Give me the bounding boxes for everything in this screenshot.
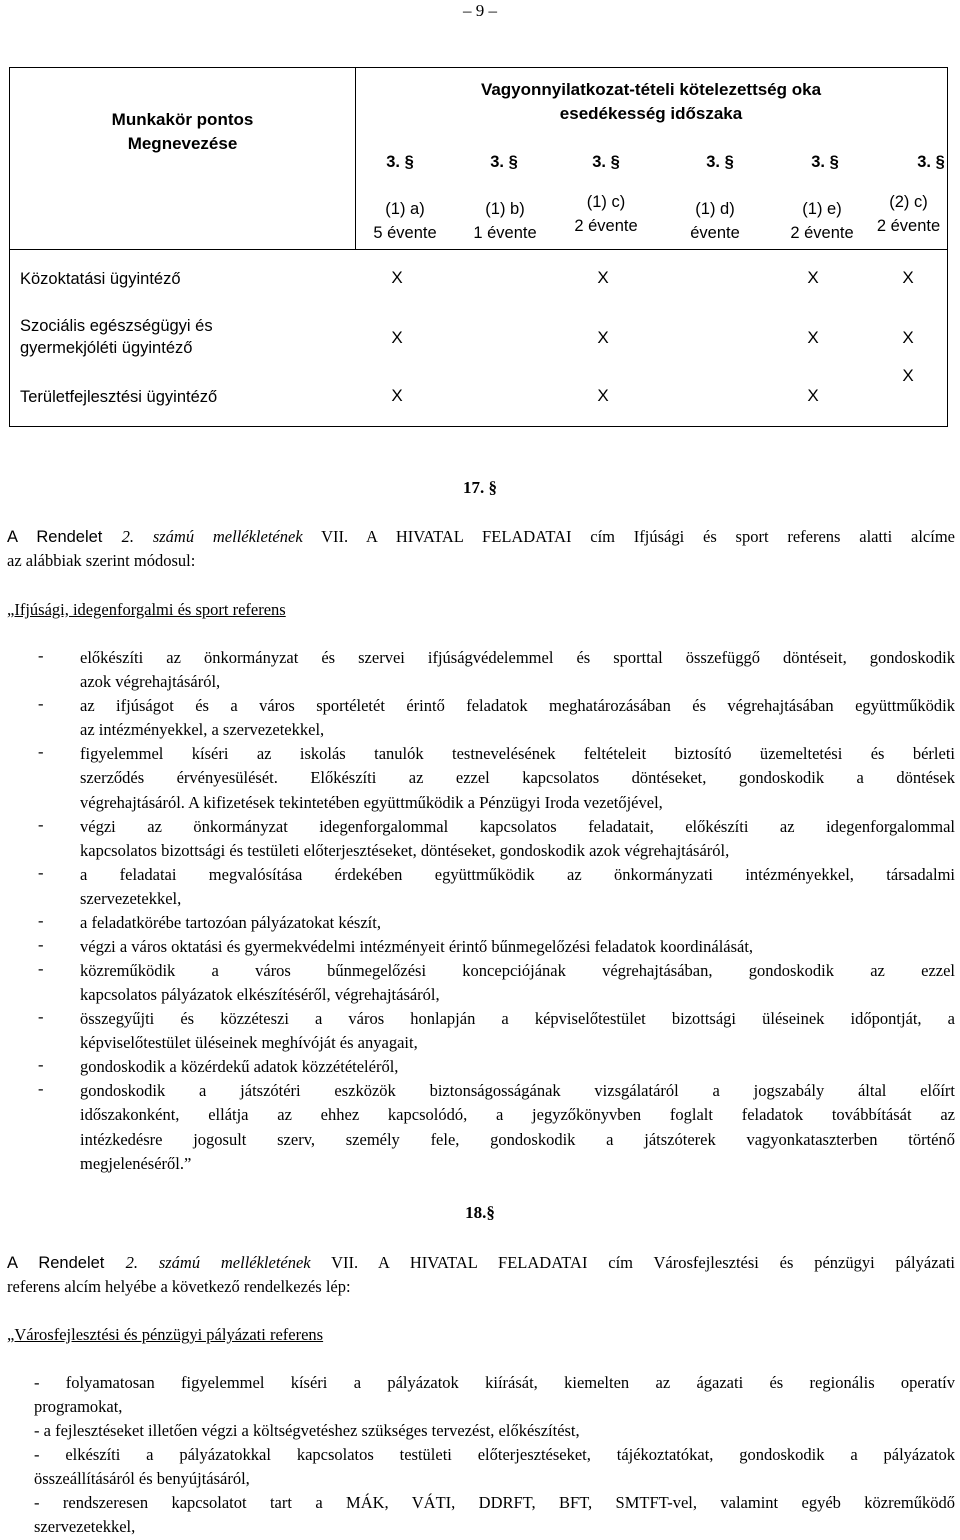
list-item-line: összegyűjti és közzéteszi a város honlapján a képviselőtestület bizottsági üléseinek időpontját, a <box>80 1009 955 1028</box>
list-item-line: szervezetekkel, <box>34 1517 136 1537</box>
row-mark: X <box>597 386 609 405</box>
row-mark: X <box>902 328 914 347</box>
row-label: Területfejlesztési ügyintéző <box>20 388 218 406</box>
section-18-subtitle: „Városfejlesztési és pénzügyi pályázati referens <box>7 1325 324 1344</box>
col-section: 3. § <box>386 153 414 171</box>
col-header: (1) a) 5 évente <box>373 200 437 242</box>
col-header: (1) c) 2 évente <box>574 193 638 235</box>
row-mark: X <box>391 386 403 405</box>
row-mark: X <box>807 386 819 405</box>
list-item-line: előkészíti az önkormányzat és szervei ifjúságvédelemmel és sporttal összefüggő döntéseit, gondoskodik <box>80 648 955 667</box>
page-number: – 9 – <box>463 1 497 20</box>
list-item-line: az intézményekkel, a szervezetekkel, <box>80 720 325 740</box>
list-item-line: közreműködik a város bűnmegelőzési koncepciójának végrehajtásában, gondoskodik az ezzel <box>80 961 955 980</box>
section-18-heading: 18.§ <box>465 1203 495 1222</box>
list-item-line: figyelemmel kíséri az iskolás tanulók testnevelésének feltételeit biztosító üzemeltetési és bérleti <box>80 744 955 763</box>
list-item-line: képviselőtestület üléseinek meghívóját és anyagait, <box>80 1033 418 1053</box>
col-header: (1) e) 2 évente <box>790 200 854 242</box>
header-reason <box>355 78 947 126</box>
row-mark: X <box>391 268 403 287</box>
list-item-line: azok végrehajtásáról, <box>80 672 221 692</box>
list-item-line: összeállításáról és benyújtásáról, <box>34 1469 250 1489</box>
list-item-line: - elkészíti a pályázatokkal kapcsolatos testületi előterjesztéseket, tájékoztatókat, gondoskodik a pályázatok <box>34 1445 955 1464</box>
list-bullet: - <box>38 815 44 834</box>
list-item-line: időszakonként, ellátja az ehhez kapcsolódó, a jegyzőkönyvben foglalt feladatok továbbítását az <box>80 1105 955 1125</box>
table-divider <box>10 249 947 250</box>
list-bullet: - <box>38 742 44 761</box>
list-bullet: - <box>38 911 44 930</box>
section-17-intro: A Rendelet 2. számú mellékletének VII. A HIVATAL FELADATAI cím Ifjúsági és sport referens alatti alcíme <box>7 527 955 546</box>
col-section: 3. § <box>917 153 945 171</box>
list-item-line: kapcsolatos bizottsági és testületi előterjesztéseket, döntéseket, gondoskodik azok végrehajtásáról, <box>80 841 730 861</box>
section-18-intro: A Rendelet 2. számú mellékletének VII. A HIVATAL FELADATAI cím Városfejlesztési és pénzügyi pályázati <box>7 1253 956 1272</box>
header-reason-line2: esedékesség időszaka <box>559 104 743 123</box>
list-bullet: - <box>38 863 44 882</box>
row-mark: X <box>807 268 819 287</box>
section-17-heading: 17. § <box>463 478 497 497</box>
list-item-line: végrehajtásáról. A kifizetések tekintetében együttműködik a Pénzügyi Iroda vezetőjével, <box>80 792 663 812</box>
list-item-line: megjelenéséről.” <box>80 1153 192 1173</box>
list-item-line: szervezetekkel, <box>80 889 182 909</box>
header-job-line2: Megnevezése <box>127 134 238 153</box>
list-item-line: végzi a város oktatási és gyermekvédelmi intézményeit érintő bűnmegelőzési feladatok koordinálását, <box>80 937 754 956</box>
list-item-line: az ifjúságot és a város sportéletét érintő feladatok meghatározásában és végrehajtásában együttműködik <box>80 696 955 715</box>
col-section: 3. § <box>811 153 839 171</box>
row-mark: X <box>902 268 914 287</box>
row-mark: X <box>391 328 403 347</box>
row-mark: X <box>597 268 609 287</box>
section-17-subtitle: „Ifjúsági, idegenforgalmi és sport referens <box>7 600 286 619</box>
list-item-line: gondoskodik a játszótéri eszközök biztonságosságának vizsgálatáról a jogszabály által előírt <box>80 1081 955 1100</box>
list-item-line: a feladatai megvalósítása érdekében együttműködik az önkormányzati intézményekkel, társadalmi <box>80 865 955 884</box>
row-label: Szociális egészségügyi és gyermekjóléti ügyintéző <box>20 317 213 357</box>
asset-declaration-table <box>9 67 948 427</box>
list-item-line: - folyamatosan figyelemmel kíséri a pályázatok kiírását, kiemelten az ágazati és regionális operatív <box>34 1373 955 1392</box>
col-section: 3. § <box>706 153 734 171</box>
list-item-line: gondoskodik a közérdekű adatok közzétételéről, <box>80 1057 399 1076</box>
list-bullet: - <box>38 646 44 665</box>
list-item-line: programokat, <box>34 1397 123 1417</box>
col-header: (1) d) évente <box>690 200 740 242</box>
header-reason-line1: Vagyonnyilatkozat-tételi kötelezettség oka <box>480 80 822 99</box>
col-header: (1) b) 1 évente <box>473 200 537 242</box>
list-bullet: - <box>38 1079 44 1098</box>
row-mark: X <box>597 328 609 347</box>
col-header: (2) c) 2 évente <box>876 193 941 235</box>
list-item-line: - rendszeresen kapcsolatot tart a MÁK, VÁTI, DDRFT, BFT, SMTFT-vel, valamint egyéb közreműködő <box>34 1493 955 1512</box>
section-18-intro-line2: referens alcím helyébe a következő rendelkezés lép: <box>7 1277 351 1296</box>
col-section: 3. § <box>592 153 620 171</box>
list-bullet: - <box>38 959 44 978</box>
list-item-line: - a fejlesztéseket illetően végzi a költségvetéshez szükséges tervezést, előkészítést, <box>34 1421 580 1440</box>
row-mark: X <box>902 366 914 385</box>
list-item-line: szerződés érvényesülését. Előkészíti az ezzel kapcsolatos döntéseket, gondoskodik a döntések <box>80 768 955 788</box>
list-item-line: kapcsolatos pályázatok elkészítéséről, végrehajtásáról, <box>80 985 440 1005</box>
header-job-line1: Munkakör pontos <box>111 110 254 129</box>
list-item-line: intézkedésre jogosult szerv, személy fele, gondoskodik a játszóterek vagyonkataszterben történő <box>80 1129 955 1149</box>
list-bullet: - <box>38 1055 44 1074</box>
list-bullet: - <box>38 1007 44 1026</box>
list-item-line: a feladatkörébe tartozóan pályázatokat készít, <box>80 913 381 932</box>
row-mark: X <box>807 328 819 347</box>
list-bullet: - <box>38 694 44 713</box>
col-section: 3. § <box>490 153 518 171</box>
row-label: Közoktatási ügyintéző <box>20 270 181 288</box>
section-17-intro-line2: az alábbiak szerint módosul: <box>7 551 196 570</box>
list-bullet: - <box>38 935 44 954</box>
list-item-line: végzi az önkormányzat idegenforgalommal kapcsolatos feladatait, előkészíti az idegenforgalommal <box>80 817 955 836</box>
header-job-title <box>10 108 355 156</box>
